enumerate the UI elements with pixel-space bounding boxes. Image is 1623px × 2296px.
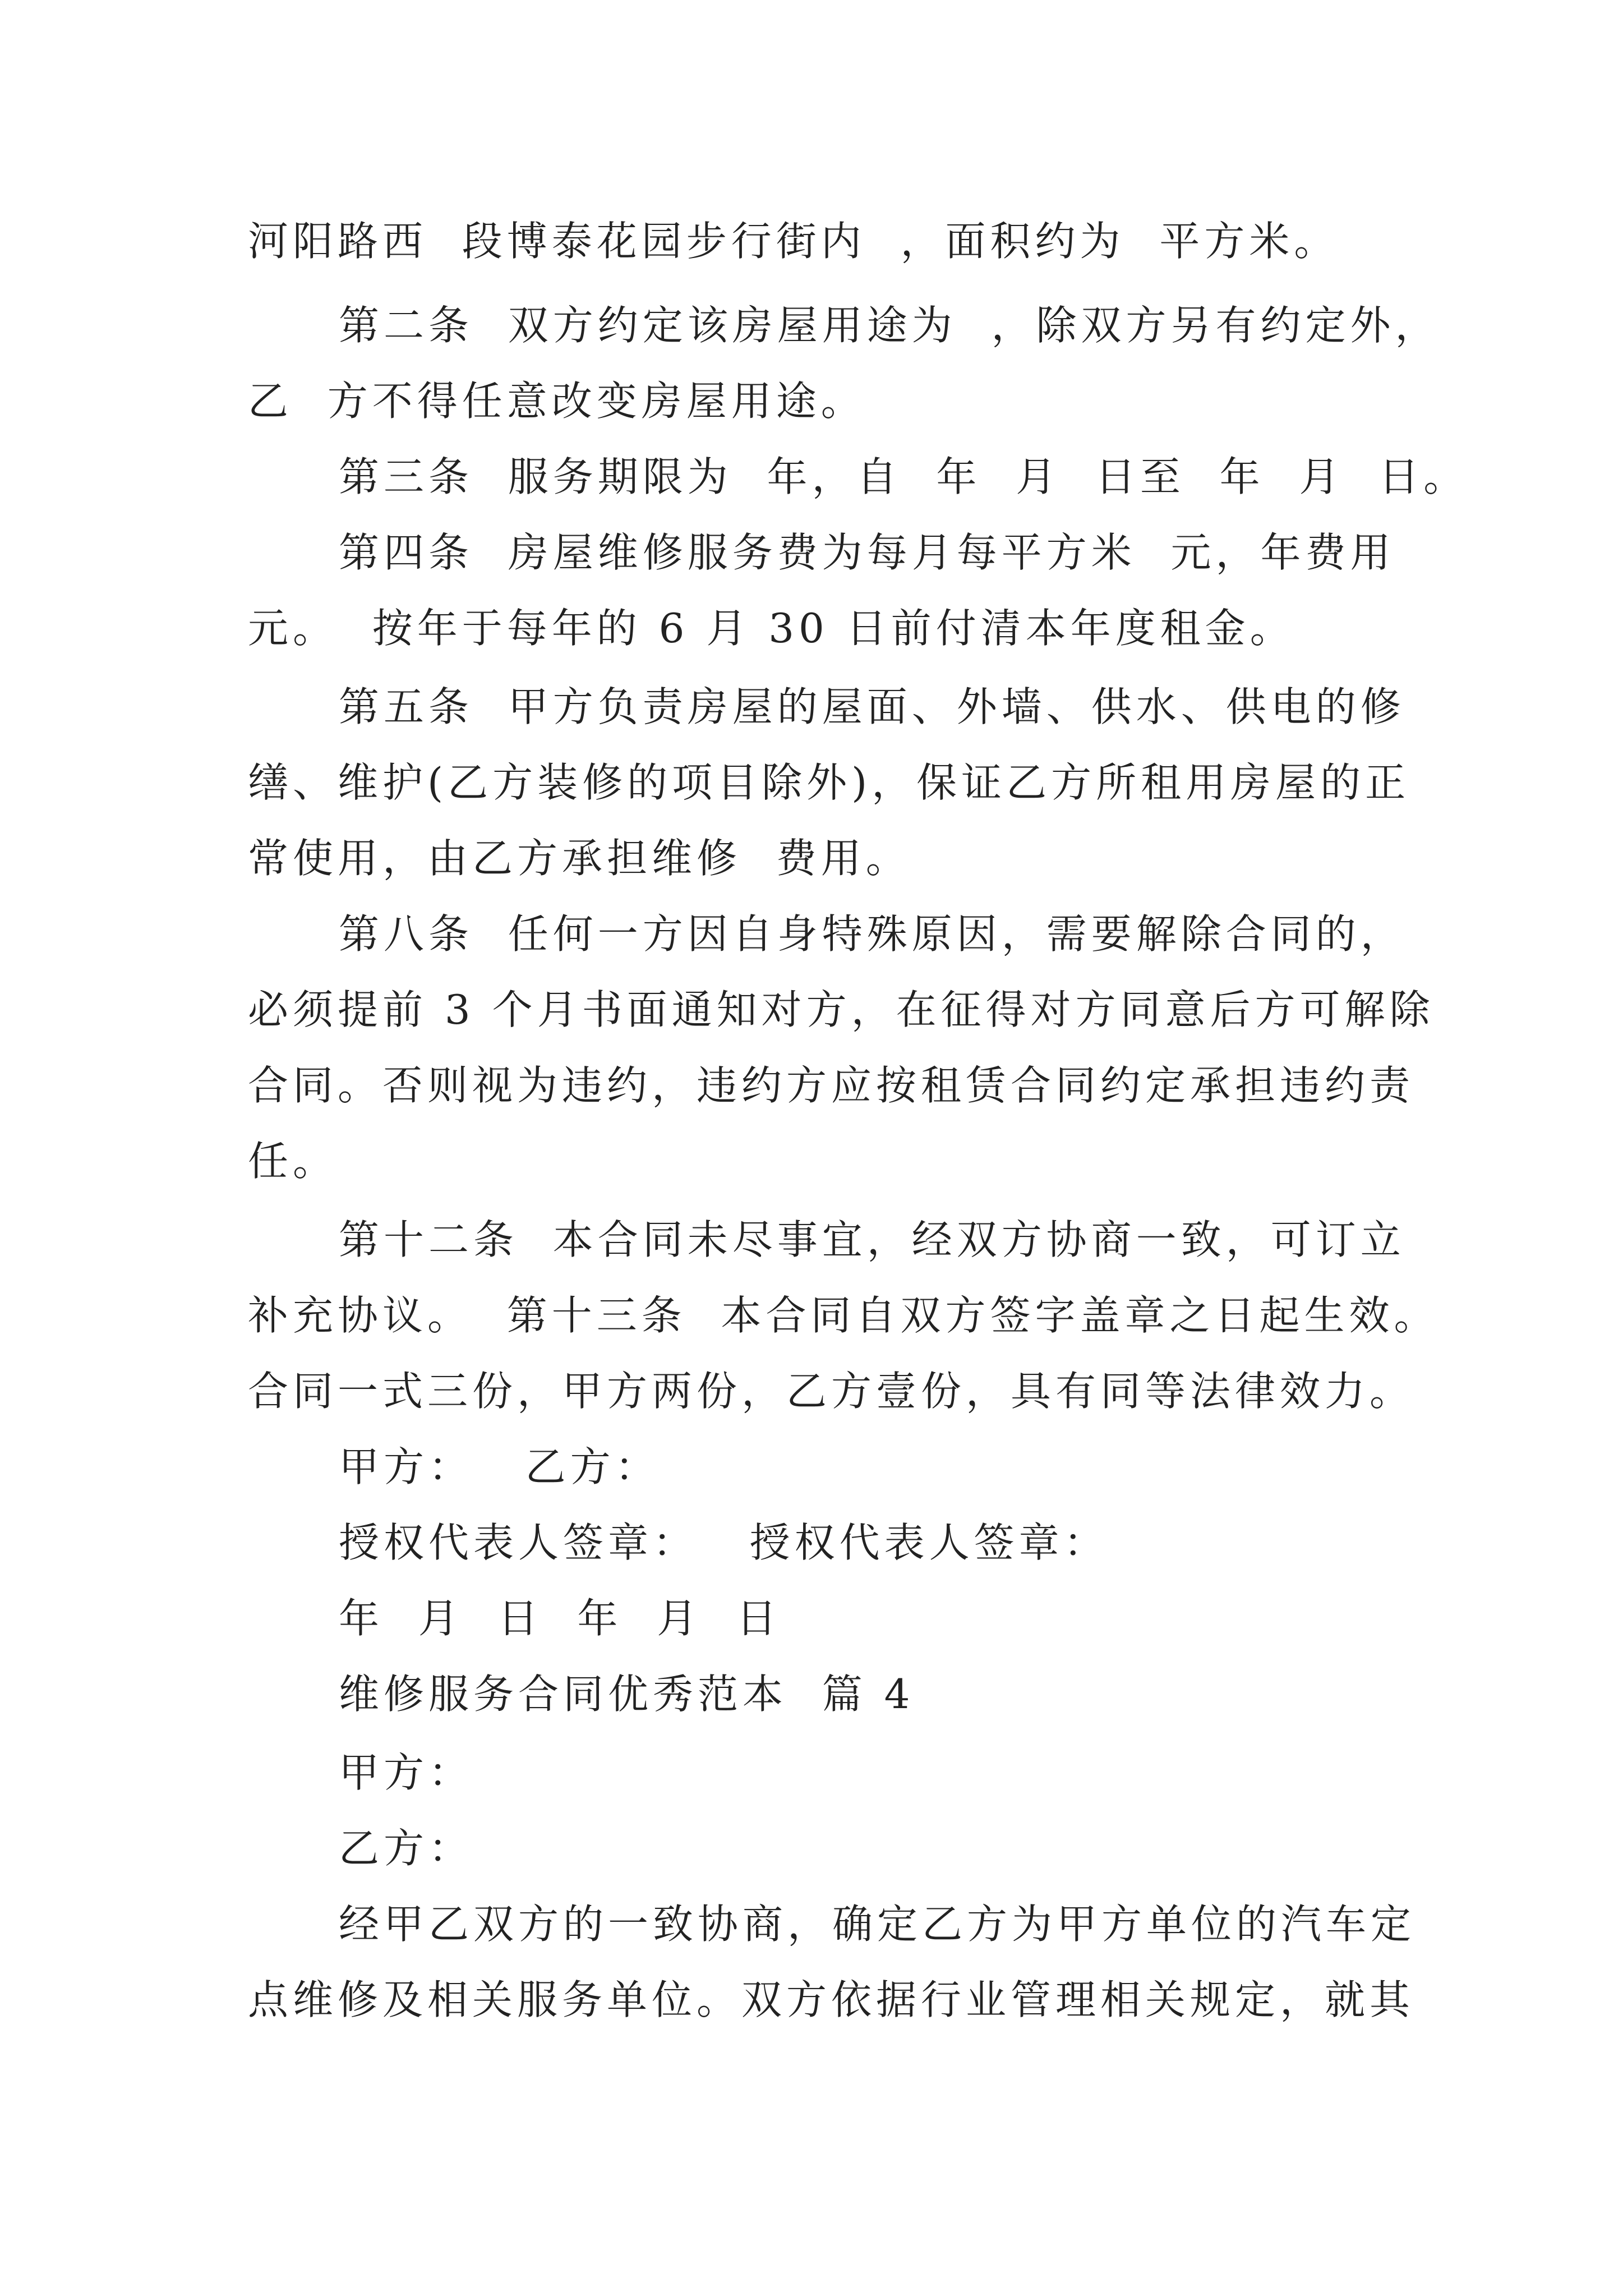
text-line: 补充协议。 第十三条 本合同自双方签字盖章之日起生效。 <box>248 1292 1439 1339</box>
text-line: 元。 按年于每年的 6 月 30 日前付清本年度租金。 <box>248 605 1295 652</box>
text-line: 第四条 房屋维修服务费为每月每平方米 元，年费用 <box>339 529 1395 576</box>
text-line: 缮、维护(乙方装修的项目除外)，保证乙方所租用房屋的正 <box>248 759 1410 806</box>
text-line: 合同。否则视为违约，违约方应按租赁合同约定承担违约责 <box>248 1062 1415 1109</box>
text-line: 乙方： <box>339 1825 474 1872</box>
text-line: 常使用，由乙方承担维修 费用。 <box>248 835 911 882</box>
text-line: 任。 <box>248 1138 338 1185</box>
text-line: 年 月 日 年 月 日 <box>339 1595 781 1642</box>
text-line: 第八条 任何一方因自身特殊原因，需要解除合同的， <box>339 910 1405 958</box>
text-line: 河阳路西 段博泰花园步行街内 ，面积约为 平方米。 <box>248 218 1339 265</box>
text-line: 第五条 甲方负责房屋的屋面、外墙、供水、供电的修 <box>339 683 1405 730</box>
text-line: 甲方： 乙方： <box>339 1443 660 1490</box>
section-heading: 维修服务合同优秀范本 篇 4 <box>339 1671 915 1718</box>
text-line: 授权代表人签章： 授权代表人签章： <box>339 1519 1109 1566</box>
text-line: 甲方： <box>339 1749 474 1796</box>
text-line: 经甲乙双方的一致协商，确定乙方为甲方单位的汽车定 <box>339 1901 1416 1948</box>
text-line: 点维修及相关服务单位。双方依据行业管理相关规定，就其 <box>248 1976 1415 2023</box>
text-line: 必须提前 3 个月书面通知对方，在征得对方同意后方可解除 <box>248 986 1435 1033</box>
text-line: 第三条 服务期限为 年，自 年 月 日至 年 月 日。 <box>339 453 1469 500</box>
text-line: 合同一式三份，甲方两份，乙方壹份，具有同等法律效力。 <box>248 1368 1415 1415</box>
text-line: 第十二条 本合同未尽事宜，经双方协商一致，可订立 <box>339 1216 1405 1263</box>
text-line: 第二条 双方约定该房屋用途为 ，除双方另有约定外， <box>339 302 1440 349</box>
text-line: 乙 方不得任意改变房屋用途。 <box>248 378 866 425</box>
